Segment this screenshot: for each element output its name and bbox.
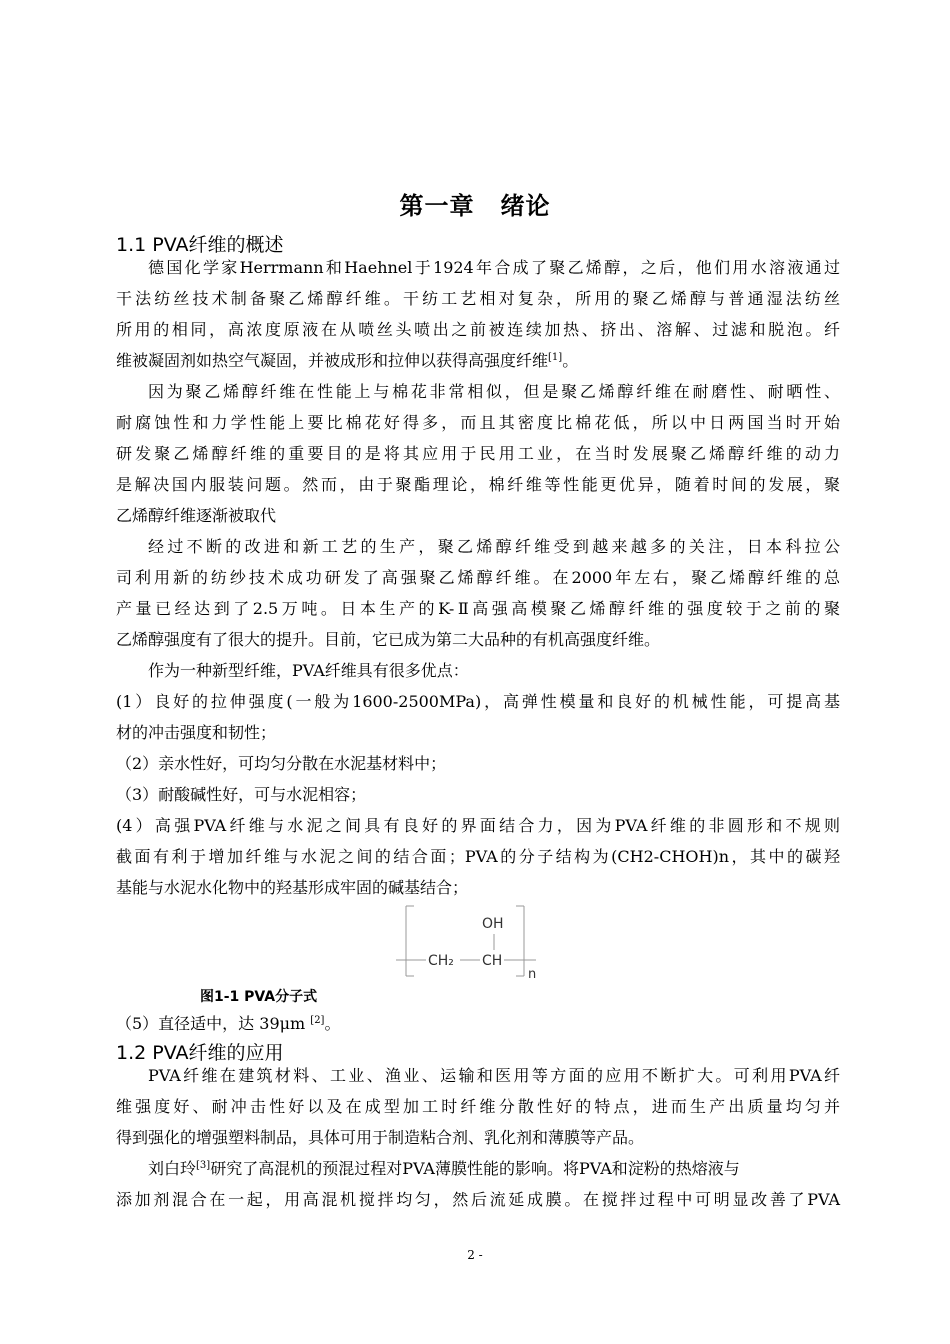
line-text: 维被凝固剂如热空气凝固，并被成形和拉伸以获得高强度纤维 (116, 351, 549, 370)
paragraph-line: 所用的相同，高浓度原液在从喷丝头喷出之前被连续加热、挤出、溶解、过滤和脱泡。纤 (116, 320, 840, 339)
formula-oh: OH (482, 916, 504, 932)
paragraph-line: 产量已经达到了2.5万吨。日本生产的K-Ⅱ高强高模聚乙烯醇纤维的强度较于之前的聚 (116, 599, 840, 618)
formula-n: n (528, 967, 537, 982)
formula-ch: CH (482, 953, 503, 969)
pva-structural-formula (396, 904, 546, 982)
paragraph-line (116, 351, 840, 371)
chapter-label: 第一章 (399, 192, 475, 220)
paragraph-line: 维强度好、耐冲击性好以及在成型加工时纤维分散性好的特点，进而生产出质量均匀并 (116, 1097, 840, 1116)
paragraph-line: 乙烯醇强度有了很大的提升。目前，它已成为第二大品种的有机高强度纤维。 (116, 630, 661, 649)
list-item: （2）亲水性好，可均匀分散在水泥基材料中； (116, 754, 447, 773)
list-item: 基能与水泥水化物中的羟基形成牢固的碱基结合； (116, 878, 469, 897)
paragraph-line: 添加剂混合在一起，用高混机搅拌均匀，然后流延成膜。在搅拌过程中可明显改善了PVA (116, 1190, 840, 1209)
citation-ref: [3] (196, 1160, 211, 1171)
line-text: 。 (562, 351, 579, 370)
paragraph-line: 德国化学家Herrmann和Haehnel于1924年合成了聚乙烯醇，之后，他们用水溶液通过 (148, 258, 840, 277)
list-item: (4）高强PVA纤维与水泥之间具有良好的界面结合力，因为PVA纤维的非圆形和不规则 (116, 816, 840, 835)
section-heading-1-1: 1.1 PVA纤维的概述 (116, 234, 284, 256)
chapter-title (0, 186, 950, 221)
paragraph-line: 干法纺丝技术制备聚乙烯醇纤维。干纺工艺相对复杂，所用的聚乙烯醇与普通湿法纺丝 (116, 289, 840, 308)
paragraph-line: 研发聚乙烯醇纤维的重要目的是将其应用于民用工业，在当时发展聚乙烯醇纤维的动力 (116, 444, 840, 463)
paragraph-line: 作为一种新型纤维，PVA纤维具有很多优点： (148, 661, 469, 680)
line-text: 。 (324, 1014, 341, 1033)
figure-caption: 图1-1 PVA分子式 (200, 989, 318, 1005)
line-text: 研究了高混机的预混过程对PVA薄膜性能的影响。将PVA和淀粉的热熔液与 (210, 1159, 740, 1178)
line-text: （5）直径适中，达 39μm (116, 1014, 311, 1033)
list-item: (1）良好的拉伸强度(一般为1600-2500MPa)，高弹性模量和良好的机械性能，可提高基 (116, 692, 840, 711)
chapter-name: 绪论 (500, 192, 551, 220)
paragraph-line (148, 1159, 840, 1179)
formula-ch2: CH₂ (428, 953, 454, 969)
citation-ref: [2] (310, 1015, 325, 1026)
list-item: （3）耐酸碱性好，可与水泥相容； (116, 785, 367, 804)
list-item: 截面有利于增加纤维与水泥之间的结合面；PVA的分子结构为(CH2-CHOH)n，其中的碳羟 (116, 847, 840, 866)
line-text: 刘白玲 (148, 1159, 197, 1178)
citation-ref: [1] (548, 352, 563, 363)
paragraph-line: 经过不断的改进和新工艺的生产，聚乙烯醇纤维受到越来越多的关注，日本科拉公 (148, 537, 840, 556)
paragraph-line: 耐腐蚀性和力学性能上要比棉花好得多，而且其密度比棉花低，所以中日两国当时开始 (116, 413, 840, 432)
paragraph-line: 乙烯醇纤维逐渐被取代 (116, 506, 277, 525)
page-number: 2 - (467, 1248, 483, 1262)
paragraph-line: 是解决国内服装问题。然而，由于聚酯理论，棉纤维等性能更优异，随着时间的发展，聚 (116, 475, 840, 494)
paragraph-line: PVA纤维在建筑材料、工业、渔业、运输和医用等方面的应用不断扩大。可利用PVA纤 (148, 1066, 840, 1085)
list-item (116, 1014, 840, 1034)
paragraph-line: 司利用新的纺纱技术成功研发了高强聚乙烯醇纤维。在2000年左右，聚乙烯醇纤维的总 (116, 568, 840, 587)
list-item: 材的冲击强度和韧性； (116, 723, 277, 742)
paragraph-line: 得到强化的增强塑料制品，具体可用于制造粘合剂、乳化剂和薄膜等产品。 (116, 1128, 645, 1147)
section-heading-1-2: 1.2 PVA纤维的应用 (116, 1042, 284, 1064)
paragraph-line: 因为聚乙烯醇纤维在性能上与棉花非常相似，但是聚乙烯醇纤维在耐磨性、耐晒性、 (148, 382, 840, 401)
